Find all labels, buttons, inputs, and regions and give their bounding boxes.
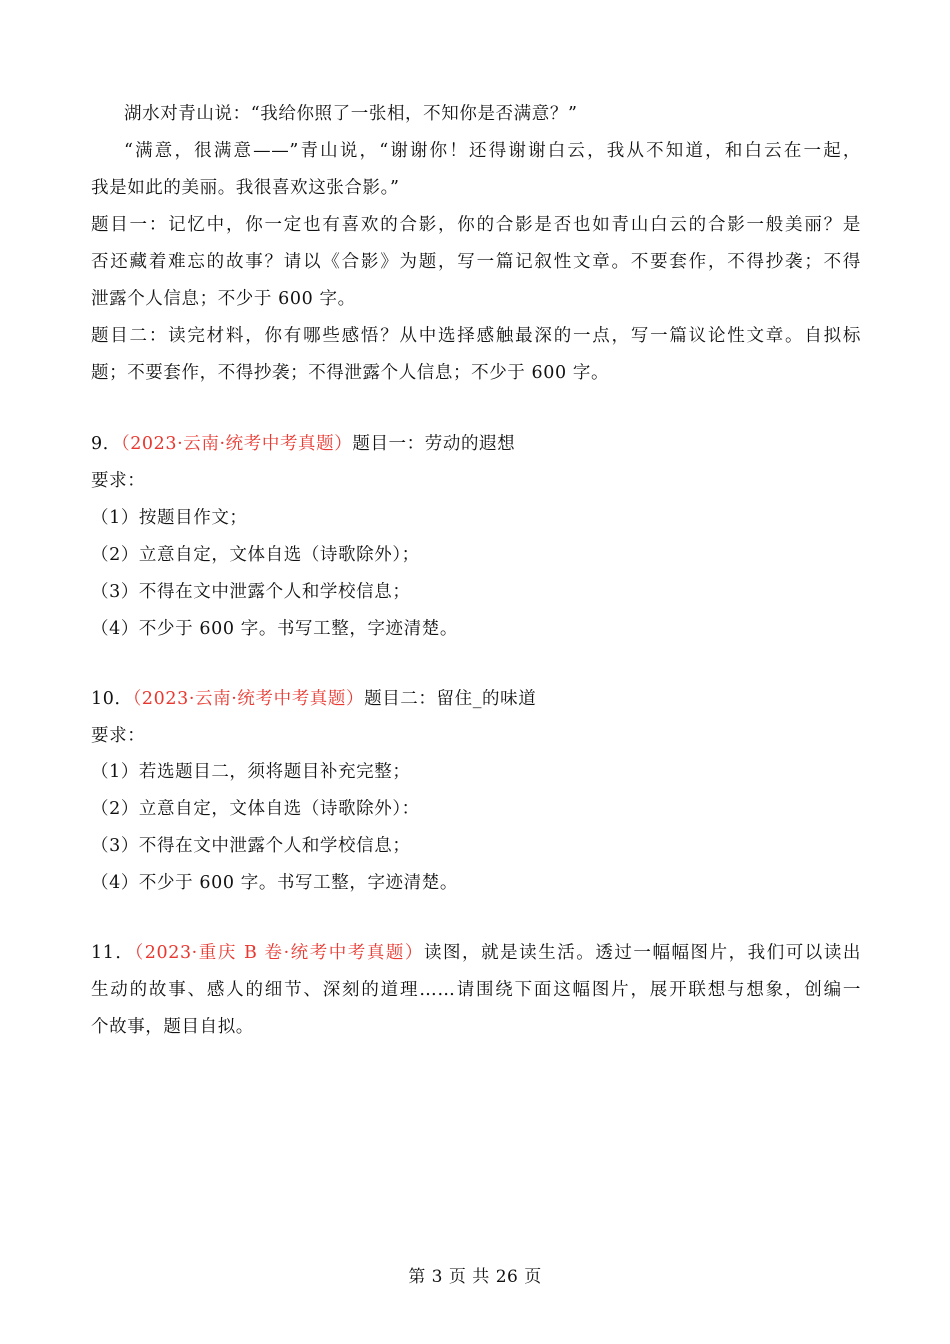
question-number: 11．	[91, 943, 135, 963]
requirement-item: （4）不少于 600 字。书写工整，字迹清楚。	[91, 873, 458, 893]
topic-two-line-2: 题；不要套作，不得抄袭；不得泄露个人信息；不少于 600 字。	[91, 363, 610, 383]
requirement-item: （1）若选题目二，须将题目补充完整；	[91, 762, 411, 782]
requirement-item: （1）按题目作文；	[91, 508, 248, 528]
requirement-item: （2）立意自定，文体自选（诗歌除外）；	[91, 545, 420, 565]
requirement-item: （4）不少于 600 字。书写工整，字迹清楚。	[91, 619, 458, 639]
topic-one-line-1: 题目一：记忆中，你一定也有喜欢的合影，你的合影是否也如青山白云的合影一般美丽？是	[91, 215, 861, 235]
passage-line-2: “满意，很满意——”青山说，“谢谢你！还得谢谢白云，我从不知道，和白云在一起，	[124, 141, 861, 161]
question-11-heading	[91, 941, 861, 965]
question-title: 题目一：劳动的遐想	[352, 434, 516, 454]
question-11-line-3: 个故事，题目自拟。	[91, 1017, 254, 1037]
question-title: 题目二：留住_的味道	[364, 689, 537, 709]
topic-one-line-2: 否还藏着难忘的故事？请以《合影》为题，写一篇记叙性文章。不要套作，不得抄袭；不得	[91, 252, 861, 272]
question-source: （2023·重庆 B 卷·统考中考真题）	[134, 943, 424, 963]
question-text: 读图，就是读生活。透过一幅幅图片，我们可以读出	[423, 943, 861, 963]
question-source: （2023·云南·统考中考真题）	[132, 689, 365, 709]
question-number: 10．	[91, 689, 133, 709]
requirements-label: 要求：	[91, 471, 146, 491]
passage-line-1: 湖水对青山说：“我给你照了一张相，不知你是否满意？”	[124, 104, 578, 124]
requirement-item: （3）不得在文中泄露个人和学校信息；	[91, 836, 411, 856]
page-number-footer: 第 3 页 共 26 页	[408, 1267, 542, 1287]
question-11-line-2: 生动的故事、感人的细节、深刻的道理……请围绕下面这幅图片，展开联想与想象，创编一	[91, 980, 861, 1000]
topic-one-line-3: 泄露个人信息；不少于 600 字。	[91, 289, 356, 309]
requirements-label: 要求：	[91, 726, 146, 746]
topic-two-line-1: 题目二：读完材料，你有哪些感悟？从中选择感触最深的一点，写一篇议论性文章。自拟标	[91, 326, 861, 346]
question-9-heading	[91, 432, 861, 456]
question-number: 9．	[91, 434, 121, 454]
requirement-item: （3）不得在文中泄露个人和学校信息；	[91, 582, 411, 602]
question-source: （2023·云南·统考中考真题）	[120, 434, 353, 454]
requirement-item: （2）立意自定，文体自选（诗歌除外）：	[91, 799, 420, 819]
passage-line-3: 我是如此的美丽。我很喜欢这张合影。”	[91, 178, 400, 198]
question-10-heading	[91, 687, 861, 711]
